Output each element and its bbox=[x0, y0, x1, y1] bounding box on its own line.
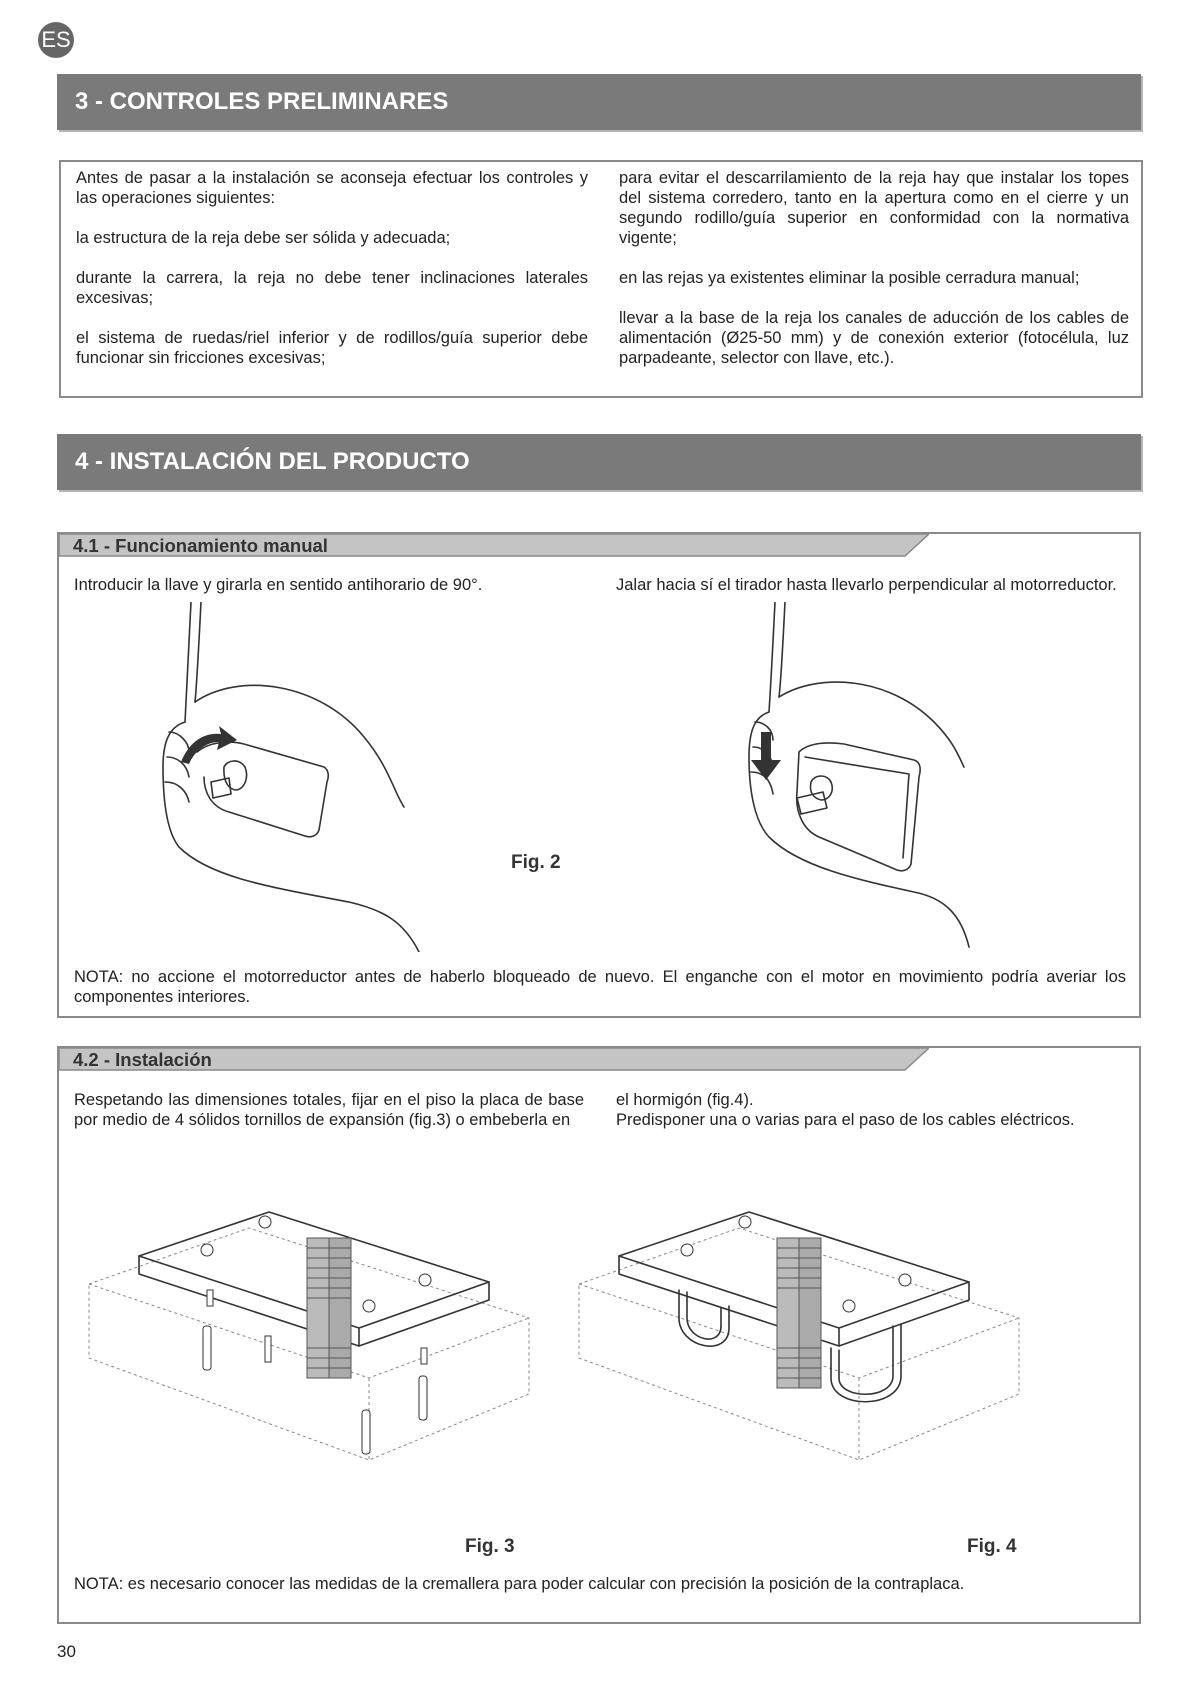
section-3-box bbox=[59, 160, 1143, 398]
fig-4-label: Fig. 4 bbox=[967, 1536, 1017, 1557]
subsection-4-2-title: 4.2 - Instalación bbox=[73, 1049, 212, 1070]
section-3-right-column bbox=[619, 168, 1129, 388]
subsection-4-1-box bbox=[57, 532, 1141, 1018]
fig-3-label: Fig. 3 bbox=[465, 1536, 515, 1557]
note-4-2: NOTA: es necesario conocer las medidas de la cremallera para poder calcular con precisión la posición de la contraplaca. bbox=[74, 1575, 965, 1593]
fig-2-label: Fig. 2 bbox=[511, 852, 561, 873]
step-2-text: Jalar hacia sí el tirador hasta llevarlo perpendicular al motorreductor. bbox=[616, 576, 1117, 594]
step-1-text: Introducir la llave y girarla en sentido antihorario de 90°. bbox=[74, 576, 483, 594]
subsection-4-2-box bbox=[57, 1046, 1141, 1624]
fig-4-base-plate-concrete bbox=[569, 1198, 1029, 1498]
fig-2-handle-illustration bbox=[699, 602, 1049, 952]
installation-text-right-1: el hormigón (fig.4). bbox=[616, 1091, 754, 1109]
section-4-title: 4 - INSTALACIÓN DEL PRODUCTO bbox=[57, 434, 1141, 490]
section-3-title: 3 - CONTROLES PRELIMINARES bbox=[57, 74, 1141, 130]
subsection-4-1-title: 4.1 - Funcionamiento manual bbox=[73, 535, 328, 556]
note-4-1: NOTA: no accione el motorreductor antes de haberlo bloqueado de nuevo. El enganche con el motor en movimiento podría averiar los componentes interiores. bbox=[74, 968, 1126, 1006]
installation-text-left: Respetando las dimensiones totales, fijar en el piso la placa de base por medio de 4 sólidos tornillos de expansión (fig.3) o embeberla en bbox=[74, 1091, 584, 1129]
paragraph: para evitar el descarrilamiento de la reja hay que instalar los topes del sistema corredero, tanto en la apertura como en el cierre y un segundo rodillo/guía superior en conformidad con la normativa vigente; bbox=[619, 169, 1129, 247]
page-number: 30 bbox=[57, 1642, 76, 1661]
paragraph: el sistema de ruedas/riel inferior y de rodillos/guía superior debe funcionar sin fricciones excesivas; bbox=[76, 329, 588, 367]
subsection-4-1-header bbox=[59, 534, 929, 558]
language-badge: ES bbox=[38, 22, 74, 58]
installation-text-right-2: Predisponer una o varias para el paso de los cables eléctricos. bbox=[616, 1111, 1075, 1129]
subsection-4-2-header bbox=[59, 1048, 929, 1072]
paragraph: durante la carrera, la reja no debe tener inclinaciones laterales excesivas; bbox=[76, 269, 588, 307]
fig-2-key-illustration bbox=[149, 602, 499, 952]
paragraph: Antes de pasar a la instalación se aconseja efectuar los controles y las operaciones siguientes: bbox=[76, 169, 588, 207]
section-3-left-column bbox=[76, 168, 588, 388]
paragraph: llevar a la base de la reja los canales de aducción de los cables de alimentación (Ø25-50 mm) y de conexión exterior (fotocélula, luz parpadeante, selector con llave, etc.). bbox=[619, 309, 1129, 367]
paragraph: en las rejas ya existentes eliminar la posible cerradura manual; bbox=[619, 269, 1080, 287]
fig-3-base-plate-bolts bbox=[79, 1198, 539, 1498]
paragraph: la estructura de la reja debe ser sólida y adecuada; bbox=[76, 229, 451, 247]
